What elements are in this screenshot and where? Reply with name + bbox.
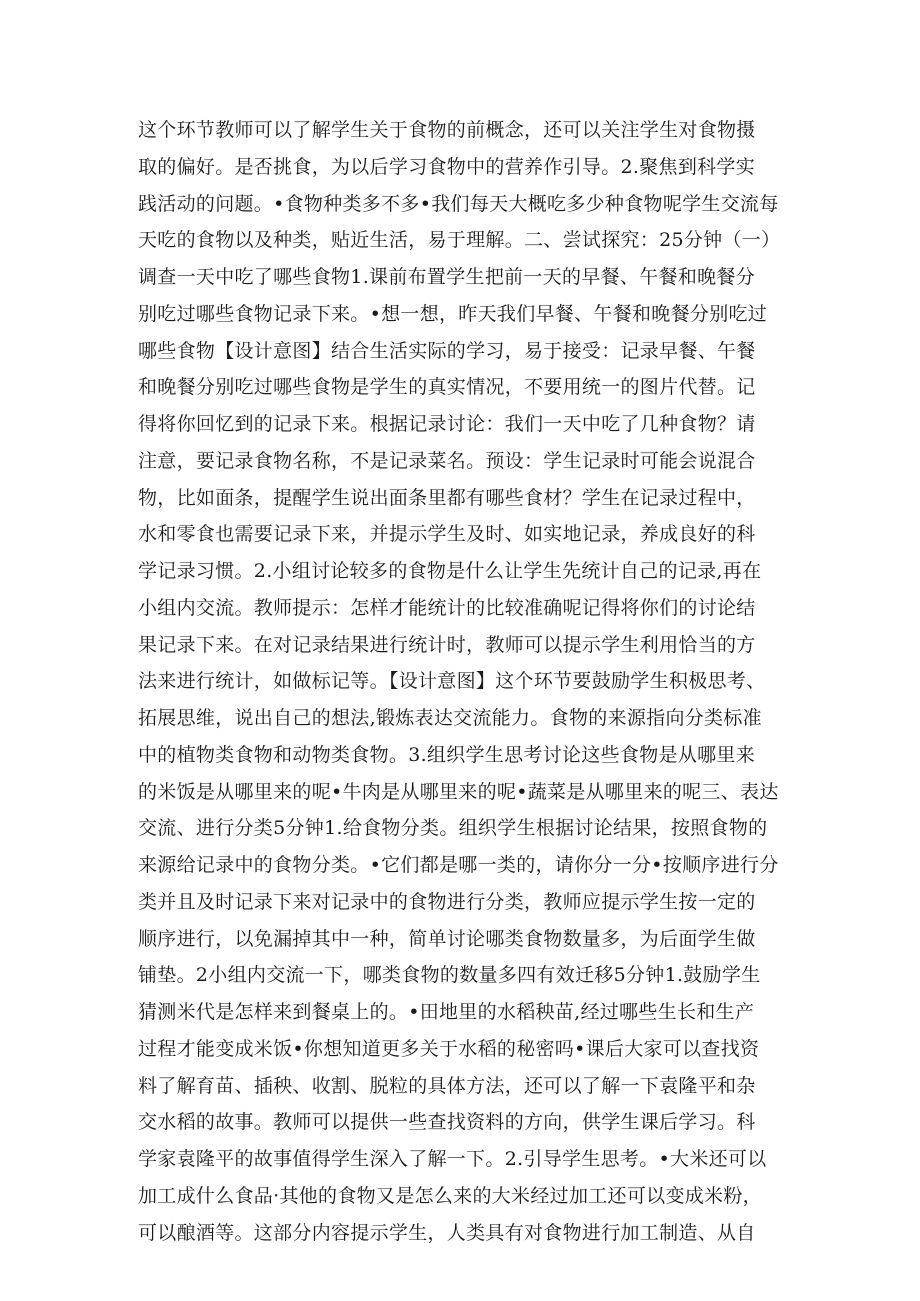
text-line: 取的偏好。是否挑食，为以后学习食物中的营养作引导。2.聚焦到科学实 — [138, 155, 756, 178]
text-line: 顺序进行，以免漏掉其中一种，简单讨论哪类食物数量多，为后面学生做 — [138, 927, 756, 950]
text-line: 类并且及时记录下来对记录中的食物进行分类，教师应提示学生按一定的 — [138, 890, 756, 913]
text-line: 和晚餐分别吃过哪些食物是学生的真实情况，不要用统一的图片代替。记 — [138, 376, 756, 399]
text-line: 天吃的食物以及种类，贴近生活，易于理解。二、尝试探究：25分钟（一） — [138, 229, 781, 252]
text-line: 注意，要记录食物名称，不是记录菜名。预设：学生记录时可能会说混合 — [138, 449, 756, 472]
text-line: 猜测米代是怎样来到餐桌上的。•田地里的水稻秧苗,经过哪些生长和生产 — [138, 1001, 755, 1023]
text-line: 中的植物类食物和动物类食物。3.组织学生思考讨论这些食物是从哪里来 — [138, 743, 756, 766]
text-line: 水和零食也需要记录下来，并提示学生及时、如实地记录，养成良好的科 — [138, 523, 756, 546]
text-line: 调查一天中吃了哪些食物1.课前布置学生把前一天的早餐、午餐和晚餐分 — [138, 266, 756, 288]
text-line: 哪些食物【设计意图】结合生活实际的学习，易于接受：记录早餐、午餐 — [138, 339, 756, 362]
text-line: 学记录习惯。2.小组讨论较多的食物是什么让学生先统计自己的记录,再在 — [138, 560, 762, 582]
text-line: 的米饭是从哪里来的呢•牛肉是从哪里来的呢•蔬菜是从哪里来的呢三、表达 — [138, 780, 779, 803]
text-line: 小组内交流。教师提示：怎样才能统计的比较准确呢记得将你们的讨论结 — [138, 596, 756, 619]
text-line: 这个环节教师可以了解学生关于食物的前概念，还可以关注学生对食物摄 — [138, 119, 756, 141]
text-line: 果记录下来。在对记录结果进行统计时，教师可以提示学生利用恰当的方 — [138, 633, 756, 656]
text-line: 交流、进行分类5分钟1.给食物分类。组织学生根据讨论结果，按照食物的 — [138, 817, 768, 840]
text-line: 来源给记录中的食物分类。•它们都是哪一类的，请你分一分•按顺序进行分 — [138, 854, 779, 876]
text-line: 学家袁隆平的故事值得学生深入了解一下。2.引导学生思考。•大米还可以 — [138, 1148, 767, 1170]
text-line: 拓展思维，说出自己的想法,锻炼表达交流能力。食物的来源指向分类标准 — [138, 707, 762, 729]
text-line: 物，比如面条，提醒学生说出面条里都有哪些食材？学生在记录过程中， — [138, 486, 756, 509]
text-line: 法来进行统计，如做标记等。【设计意图】这个环节要鼓励学生积极思考、 — [138, 670, 766, 693]
text-line: 可以酿酒等。这部分内容提示学生，人类具有对食物进行加工制造、从自 — [138, 1221, 756, 1244]
text-line: 铺垫。2小组内交流一下，哪类食物的数量多四有效迁移5分钟1.鼓励学生 — [138, 964, 761, 987]
text-line: 得将你回忆到的记录下来。根据记录讨论：我们一天中吃了几种食物？请 — [138, 413, 756, 435]
text-line: 料了解育苗、插秧、收割、脱粒的具体方法，还可以了解一下袁隆平和杂 — [138, 1074, 756, 1097]
text-line: 别吃过哪些食物记录下来。•想一想，昨天我们早餐、午餐和晚餐分别吃过 — [138, 302, 768, 325]
body-text — [138, 112, 798, 1251]
text-line: 加工成什么食品·其他的食物又是怎么来的大米经过加工还可以变成米粉， — [138, 1184, 762, 1207]
text-line: 交水稻的故事。教师可以提供一些查找资料的方向，供学生课后学习。科 — [138, 1111, 756, 1134]
text-line: 践活动的问题。•食物种类多不多•我们每天大概吃多少种食物呢学生交流每 — [138, 192, 779, 215]
text-line: 过程才能变成米饭•你想知道更多关于水稻的秘密吗•课后大家可以查找资 — [138, 1037, 760, 1060]
